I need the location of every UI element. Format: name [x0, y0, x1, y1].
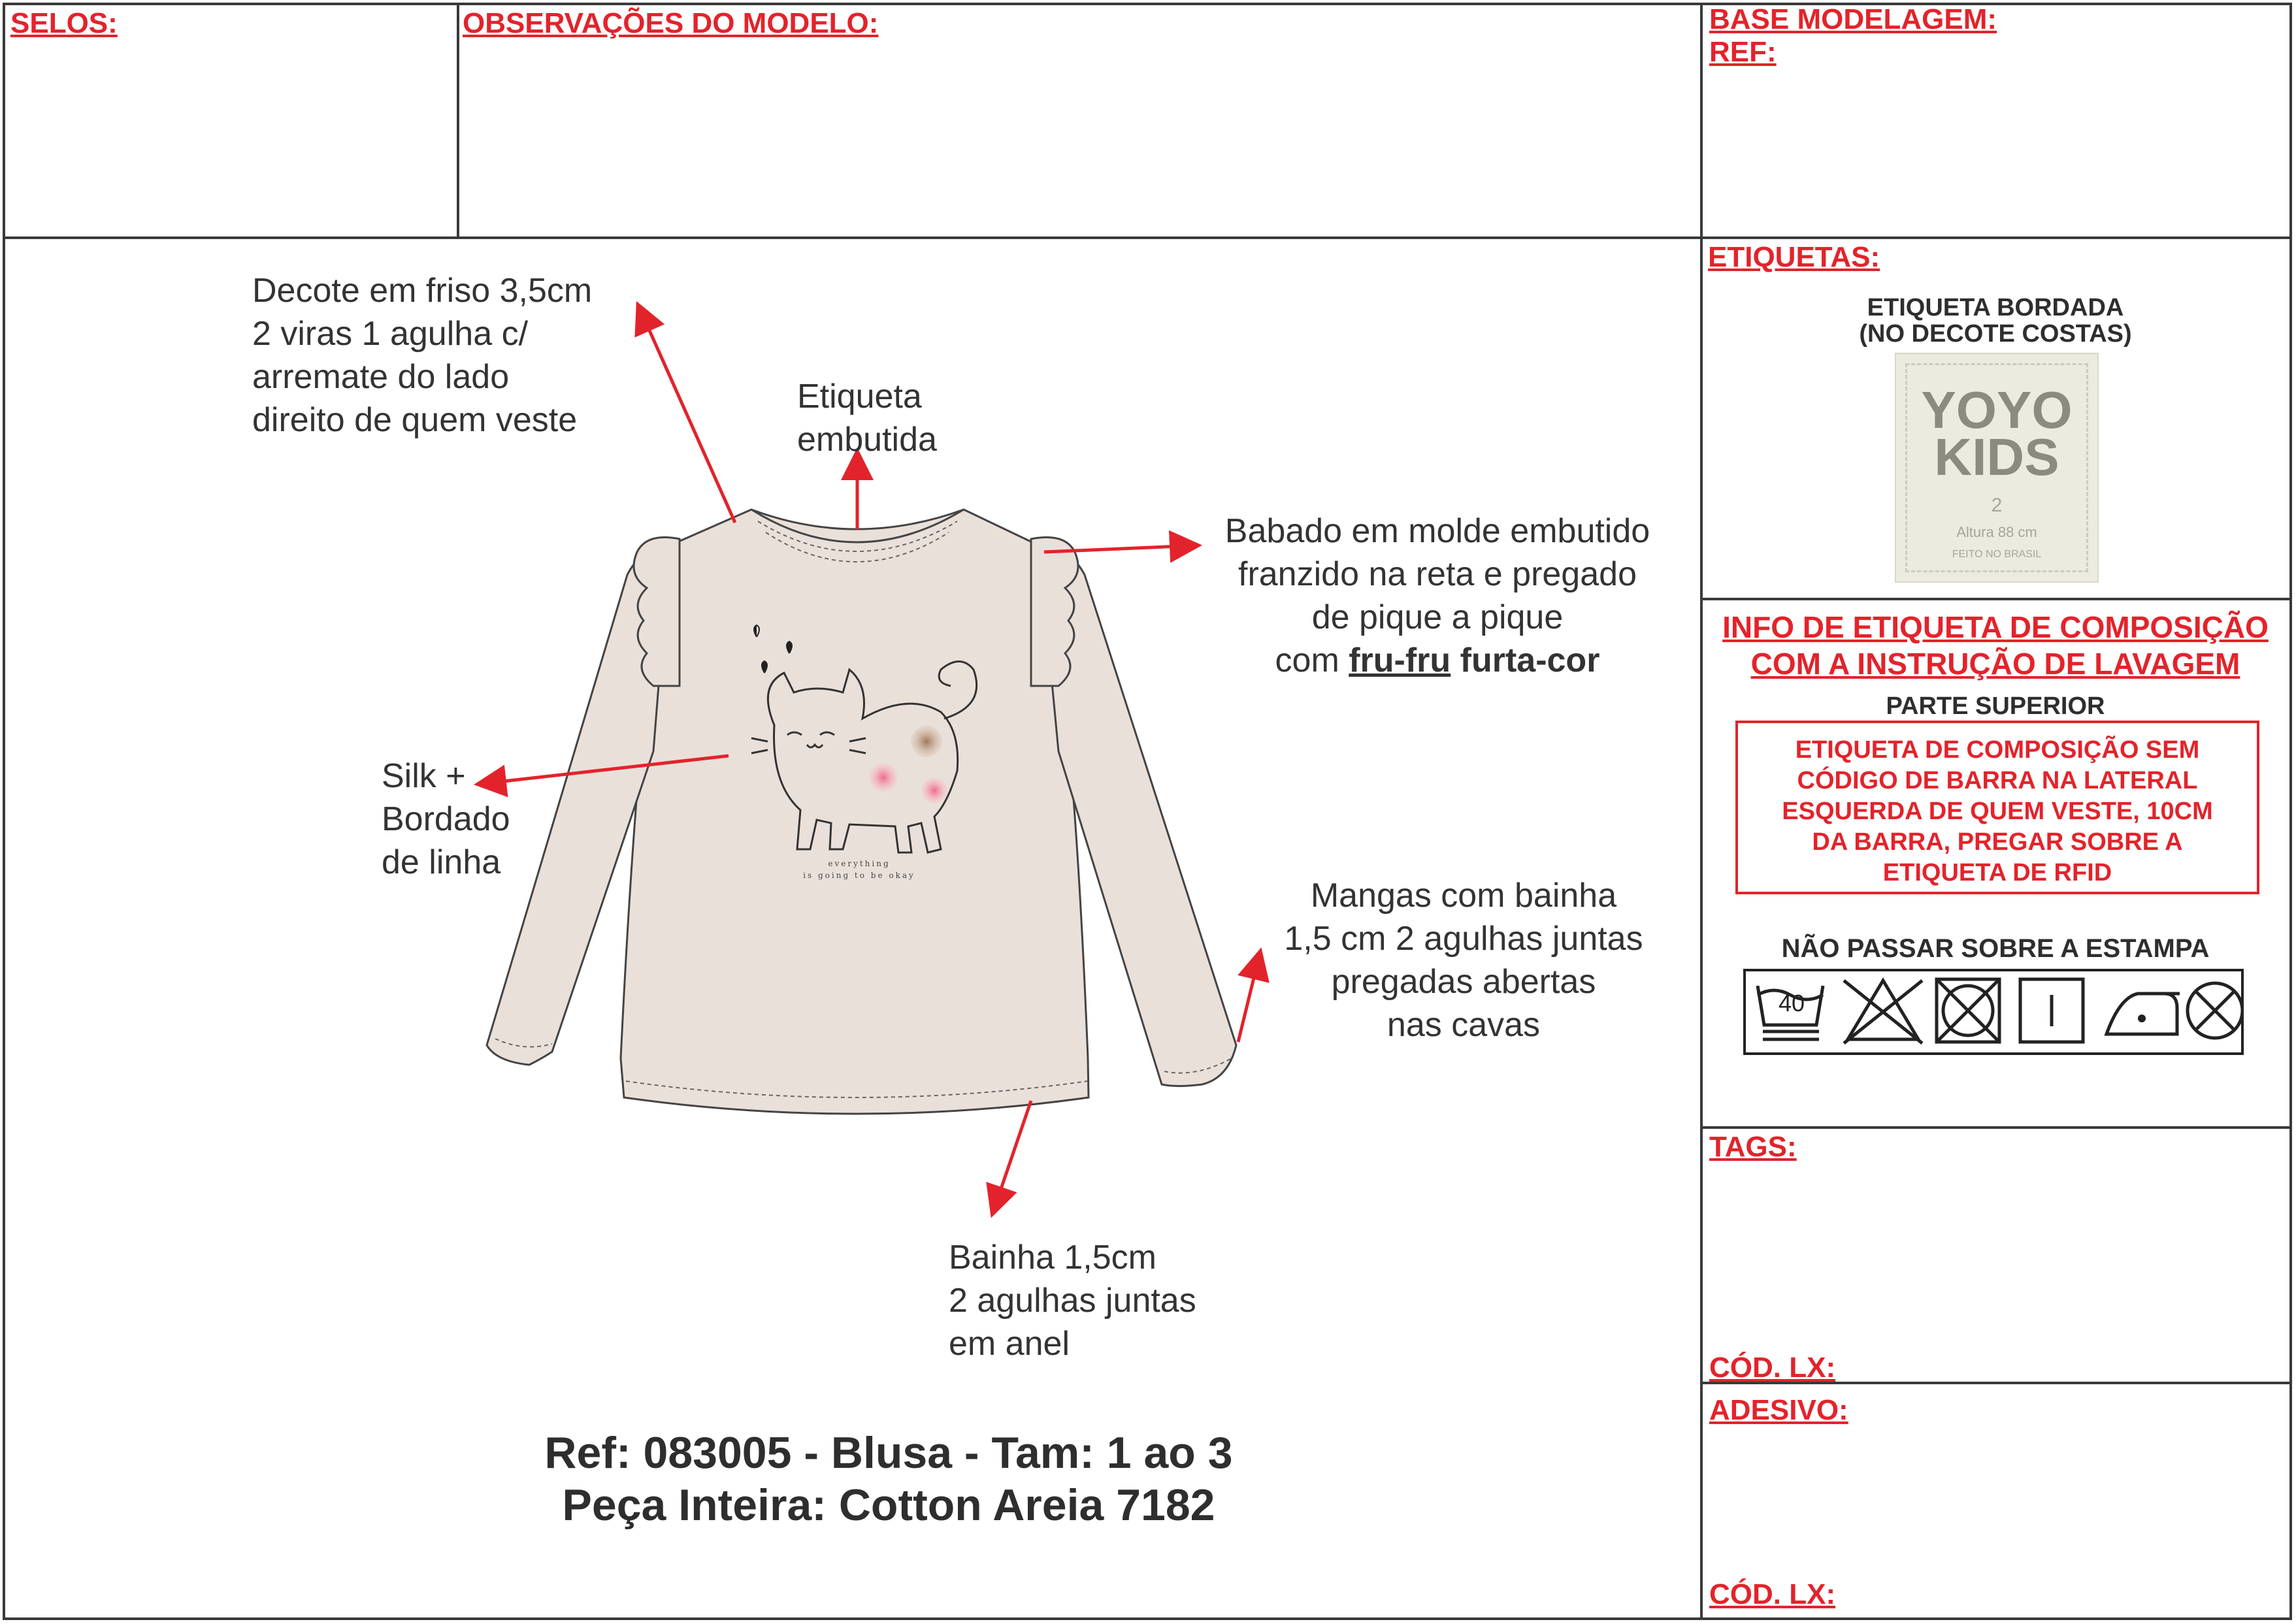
observacoes-label: OBSERVAÇÕES DO MODELO:	[463, 7, 879, 39]
etiqueta-bordada-line2: (NO DECOTE COSTAS)	[1859, 320, 2132, 348]
note-mangas: Mangas com bainha 1,5 cm 2 agulhas juntas pregadas abertas nas cavas	[1284, 877, 1643, 1044]
brand-label-image: YOYO KIDS 2 Altura 88 cm FEITO NO BRASIL	[1895, 353, 2099, 583]
arrow-bainha	[993, 1101, 1031, 1212]
etiqueta-bordada-line1: ETIQUETA BORDADA	[1867, 294, 2124, 321]
info-composicao-title: INFO DE ETIQUETA DE COMPOSIÇÃO COM A INSTRUÇÃO DE LAVAGEM	[1722, 610, 2269, 681]
tags-label: TAGS:	[1709, 1131, 1797, 1163]
nao-passar-estampa: NÃO PASSAR SOBRE A ESTAMPA	[1781, 934, 2210, 963]
note-babado: Babado em molde embutido franzido na reta e pregado de pique a pique com fru-fru furta-cor	[1224, 512, 1650, 679]
cod-lx-label-1: CÓD. LX:	[1709, 1352, 1836, 1384]
parte-superior: PARTE SUPERIOR	[1886, 692, 2105, 720]
ref-title-line1: Ref: 083005 - Blusa - Tam: 1 ao 3	[544, 1428, 1233, 1478]
cheek-left	[869, 763, 898, 792]
adesivo-label: ADESIVO:	[1709, 1394, 1848, 1426]
brown-spot	[911, 726, 942, 757]
ref-label: REF:	[1709, 36, 1777, 68]
no-bleach-icon	[1844, 981, 1922, 1043]
cod-lx-label-2: CÓD. LX:	[1709, 1578, 1836, 1610]
care-symbols	[1743, 969, 2244, 1055]
note-bainha: Bainha 1,5cm 2 agulhas juntas em anel	[949, 1239, 1196, 1363]
blouse-body	[621, 510, 1089, 1114]
etiquetas-label: ETIQUETAS:	[1708, 241, 1880, 273]
note-silk: Silk + Bordado de linha	[382, 757, 510, 881]
composicao-box: ETIQUETA DE COMPOSIÇÃO SEM CÓDIGO DE BARRA NA LATERAL ESQUERDA DE QUEM VESTE, 10CM DA BARRA, PREGAR SOBRE A ETIQUETA DE RFID	[1735, 721, 2259, 894]
note-decote: Decote em friso 3,5cm 2 viras 1 agulha c/ arremate do lado direito de quem veste	[252, 272, 593, 439]
print-text-2: is going to be okay	[803, 871, 915, 880]
note-etiqueta: Etiqueta embutida	[797, 378, 937, 459]
selos-label: SELOS:	[10, 7, 118, 39]
cheek-right	[921, 777, 947, 804]
ref-title-line2: Peça Inteira: Cotton Areia 7182	[562, 1480, 1215, 1530]
wash-temp: 40	[1778, 990, 1805, 1016]
arrow-decote	[639, 307, 735, 523]
base-modelagem-label: BASE MODELAGEM:	[1709, 3, 1997, 35]
print-text-1: everything	[828, 859, 891, 868]
iron-low-icon	[2107, 994, 2180, 1034]
right-ruffle	[1031, 538, 1078, 687]
